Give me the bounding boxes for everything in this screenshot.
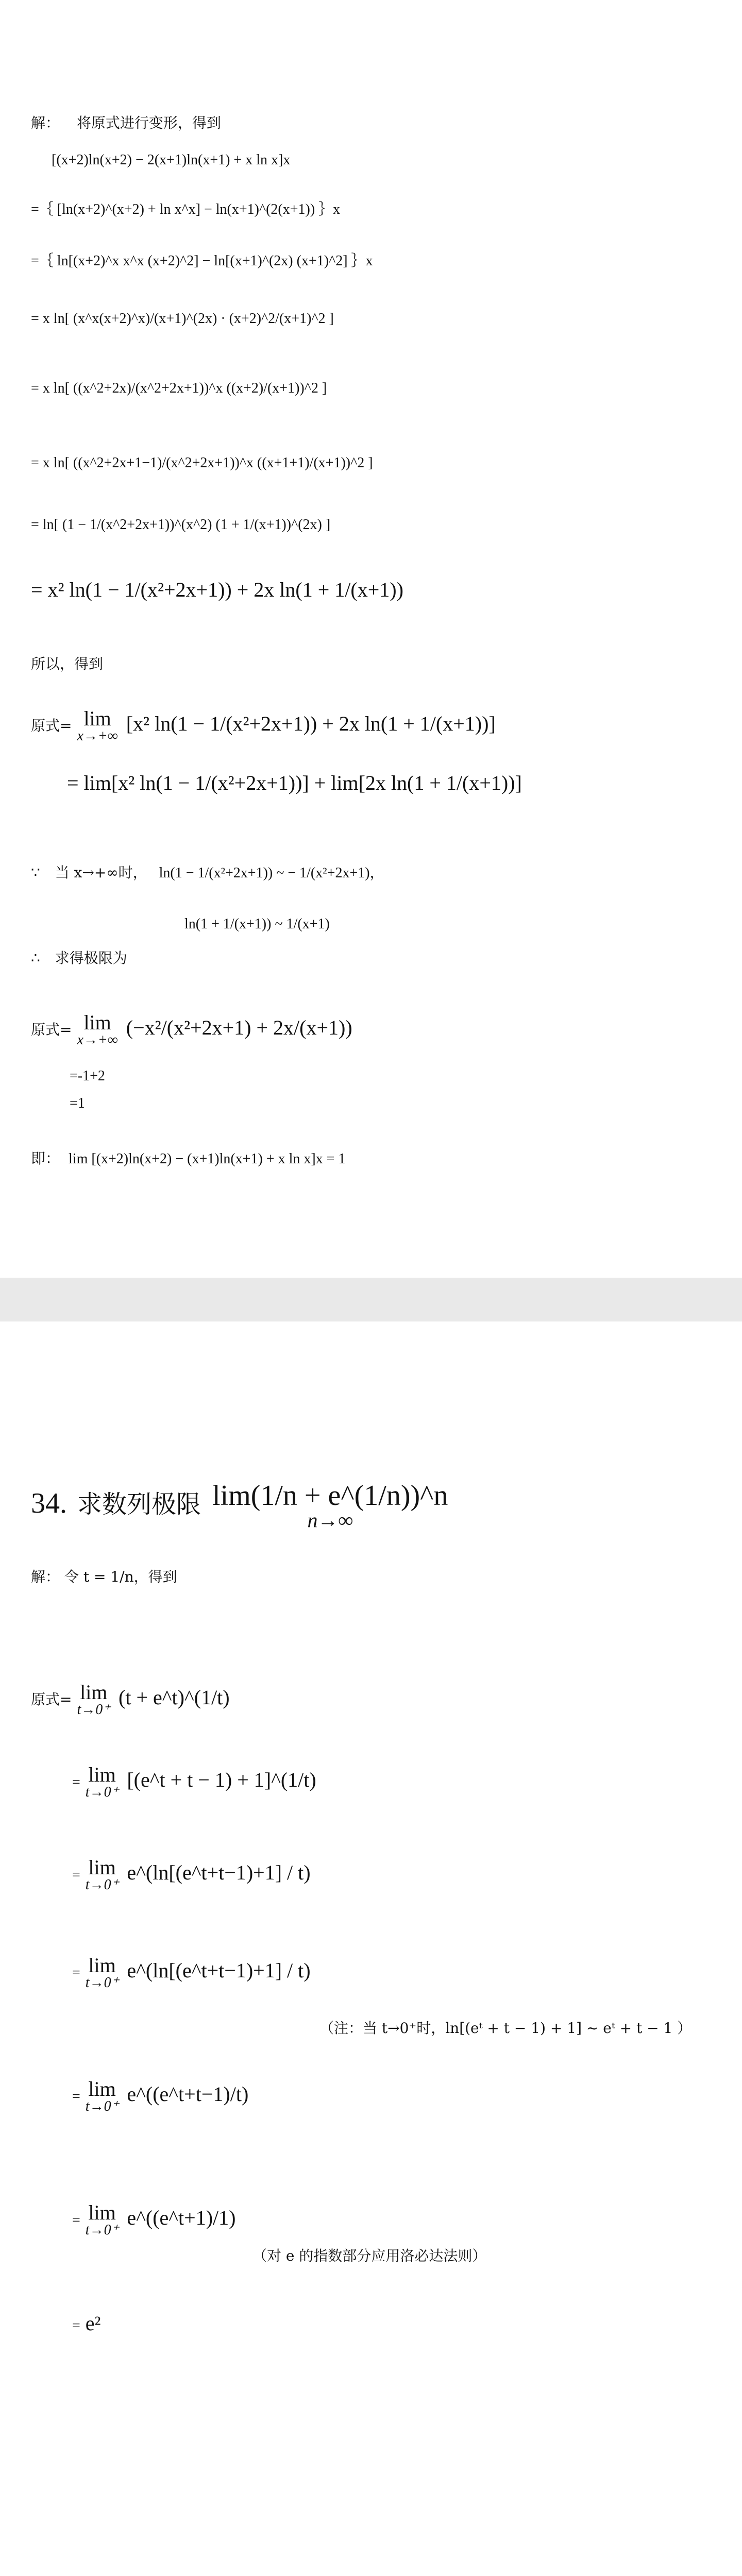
p2-step-5: = lim t→0⁺ e^((e^t+t−1)/t) (72, 2077, 249, 2114)
lim-sub-p2-4: t→0⁺ (85, 1975, 119, 1991)
lim-sub-p2-1: t→0⁺ (77, 1702, 111, 1718)
solution-label: 解： (31, 114, 60, 131)
substitution-text: 令 t = 1/n，得到 (64, 1568, 177, 1585)
conclusion-line (31, 1151, 345, 1166)
limit-operator (77, 708, 117, 743)
conclusion-expr: lim [(x+2)ln(x+2) − (x+1)ln(x+1) + x ln x]x = 1 (69, 1151, 346, 1167)
p2-expr-6: e^((e^t+1)/1) (127, 2206, 236, 2230)
note-lhopital: （对 e 的指数部分应用洛必达法则） (252, 2247, 487, 2264)
step-7: = ln[ (1 − 1/(x^2+2x+1))^(x^2) (1 + 1/(x+1))^(2x) ] (31, 517, 331, 533)
intro-text: 将原式进行变形，得到 (76, 114, 221, 131)
lim-word-p2-3: lim (88, 1856, 116, 1879)
lim-word-p2-6: lim (88, 2201, 116, 2224)
p2-expr-3: e^(ln[(e^t+t−1)+1] / t) (127, 1861, 311, 1885)
step-5: = x ln[ ((x^2+2x)/(x^2+2x+1))^x ((x+2)/(x+1))^2 ] (31, 380, 327, 396)
problem-sub: n→∞ (307, 1509, 353, 1532)
step-6: = x ln[ ((x^2+2x+1−1)/(x^2+2x+1))^x ((x+1+1)/(x+1))^2 ] (31, 455, 373, 471)
p2-step-1 (31, 1682, 230, 1717)
because-text: 当 x→+∞时， (55, 864, 147, 881)
lim-word-p2-1: lim (80, 1681, 108, 1704)
p2-step-7: = e² (72, 2312, 101, 2335)
conclusion-label: 即： (31, 1150, 60, 1167)
lim-sub-p2-6: t→0⁺ (85, 2222, 119, 2238)
step-8: = x² ln(1 − 1/(x²+2x+1)) + 2x ln(1 + 1/(x+1)) (31, 578, 403, 601)
because-line (31, 866, 384, 880)
orig-label-2: 原式= (31, 1021, 72, 1039)
limit-line-1 (31, 708, 496, 743)
step-1: [(x+2)ln(x+2) − 2(x+1)ln(x+1) + x ln x]x (52, 152, 291, 168)
limit-operator-2 (77, 1012, 117, 1047)
problem-expr: lim(1/n + e^(1/n))^n (212, 1480, 448, 1512)
limit-operator-p2-2 (86, 1765, 119, 1800)
equivalence-2: ln(1 + 1/(x+1)) ~ 1/(x+1) (184, 916, 330, 932)
final-limit-line (31, 1012, 352, 1047)
hence-text: 求得极限为 (55, 950, 127, 967)
p2-step-6: = lim t→0⁺ e^((e^t+1)/1) (72, 2201, 236, 2238)
lim-sub-p2-5: t→0⁺ (85, 2098, 119, 2114)
therefore-label: 所以，得到 (31, 655, 104, 672)
p2-expr-5: e^((e^t+t−1)/t) (127, 2082, 249, 2106)
step-2: =｛ [ln(x+2)^(x+2) + ln x^x] − ln(x+1)^(2(x+1)) ｝x (31, 201, 341, 217)
lim-sub-p2-3: t→0⁺ (85, 1877, 119, 1893)
equivalence-1: ln(1 − 1/(x²+2x+1)) ~ − 1/(x²+2x+1)， (159, 865, 384, 881)
lim-word-p2-2: lim (88, 1763, 116, 1786)
p2-final-result: e² (85, 2312, 101, 2335)
problem-heading (31, 1481, 451, 1531)
p2-step-2: = lim t→0⁺ [(e^t + t − 1) + 1]^(1/t) (72, 1763, 316, 1800)
hence-line (31, 951, 127, 965)
p2-expr-4: e^(ln[(e^t+t−1)+1] / t) (127, 1959, 311, 1982)
step-3: =｛ ln[(x+2)^x x^x (x+2)^2] − ln[(x+1)^(2x) (x+1)^2] ｝x (31, 253, 373, 269)
lim-word-p2-5: lim (88, 2077, 116, 2100)
solution-label-2: 解： (31, 1568, 60, 1585)
solution-page-1 (0, 0, 742, 1278)
p2-expr-2: [(e^t + t − 1) + 1]^(1/t) (127, 1768, 316, 1792)
result-step-1: =-1+2 (70, 1068, 105, 1084)
note-equivalence: （注：当 t→0⁺时，ln[(eᵗ + t − 1) + 1] ~ eᵗ + t − 1 ） (319, 2020, 692, 2037)
limit-operator-p2-1 (77, 1682, 110, 1717)
problem-number: 34. (31, 1487, 67, 1519)
limit-operator-p2-6 (86, 2202, 119, 2238)
lim-word: lim (83, 707, 111, 730)
lim-sub-p2-2: t→0⁺ (85, 1784, 119, 1800)
limit-line-2: = lim[x² ln(1 − 1/(x²+2x+1))] + lim[2x ln(1 + 1/(x+1))] (67, 771, 522, 794)
lim-sub: x→+∞ (77, 728, 118, 744)
lim-word-p2-4: lim (88, 1954, 116, 1977)
orig-label: 原式= (31, 717, 72, 735)
p2-step-3: = lim t→0⁺ e^(ln[(e^t+t−1)+1] / t) (72, 1856, 311, 1893)
because-symbol: ∵ (31, 864, 40, 881)
result-step-2: =1 (70, 1095, 85, 1111)
solution-page-2 (0, 1321, 742, 2576)
limit-expr-1: [x² ln(1 − 1/(x²+2x+1)) + 2x ln(1 + 1/(x+1))] (126, 712, 496, 736)
lim-word-2: lim (83, 1011, 111, 1034)
orig-label-p2: 原式= (31, 1691, 72, 1708)
limit-operator-p2-5 (86, 2079, 119, 2114)
p2-expr-1: (t + e^t)^(1/t) (119, 1686, 230, 1709)
solution-heading (31, 116, 221, 130)
final-expr: (−x²/(x²+2x+1) + 2x/(x+1)) (126, 1016, 352, 1040)
lim-sub-2: x→+∞ (77, 1032, 118, 1048)
limit-operator-p2-3 (86, 1857, 119, 1892)
p2-step-4: = lim t→0⁺ e^(ln[(e^t+t−1)+1] / t) (72, 1954, 311, 1991)
substitution-line (31, 1570, 177, 1584)
hence-symbol: ∴ (31, 950, 40, 967)
limit-operator-p2-4 (86, 1955, 119, 1990)
problem-title: 求数列极限 (77, 1489, 201, 1519)
step-4: = x ln[ (x^x(x+2)^x)/(x+1)^(2x) · (x+2)^2/(x+1)^2 ] (31, 311, 334, 327)
problem-limit-operator (212, 1481, 448, 1531)
